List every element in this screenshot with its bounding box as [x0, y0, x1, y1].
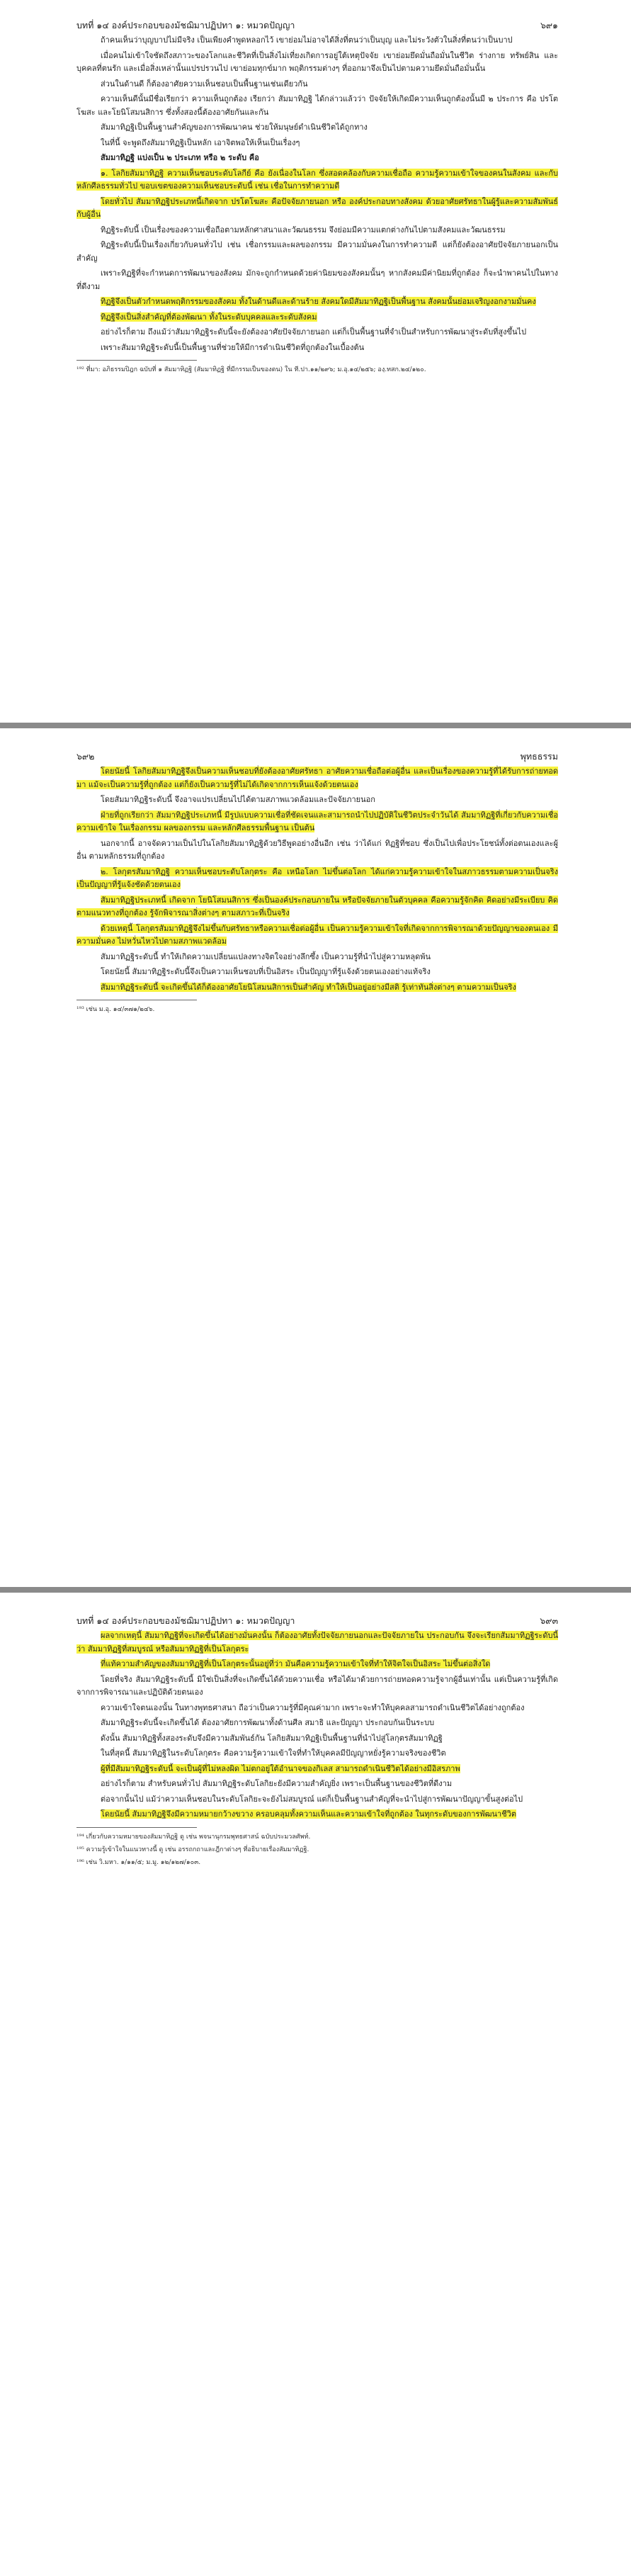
- document-page-1: [0, 0, 631, 723]
- header-title: บทที่ ๑๔ องค์ประกอบของมัชฌิมาปฏิปทา ๑: หมวดปัญญา: [76, 1615, 295, 1626]
- paragraph: ในที่สุดนี้ สัมมาทิฏฐิในระดับโลกุตระ คือความรู้ความเข้าใจที่ทำให้บุคคลมีปัญญาหยั่งรู้ความจริงของชีวิต: [101, 1749, 446, 1758]
- paragraph: [76, 894, 558, 920]
- page-body: [76, 765, 558, 994]
- highlighted-text: โดยนัยนี้ โลกิยสัมมาทิฏฐิจึงเป็นความเห็นชอบที่ยังต้องอาศัยศรัทธา อาศัยความเชื่อถือต่อผู้อื่น และเป็นเรื่องของความรู้ที่ได้รับการถ่ายทอดมา แม้จะเป็นความรู้ที่ถูกต้อง แต่ก็ยังเป็นความรู้ที่ไม่ได้เกิดจากการเห็นแจ้งด้วยตนเอง: [76, 767, 558, 789]
- highlighted-text: ฝ่ายที่ถูกเรียกว่า สัมมาทิฏฐิประเภทนี้ มีรูปแบบความเชื่อที่ชัดเจนและสามารถนำไปปฏิบัติในชีวิตประจำวันได้ สัมมาทิฏฐิที่เกี่ยวกับความเชื่อ ความเข้าใจ ในเรื่องกรรม ผลของกรรม และหลักศีลธรรมพื้นฐาน เป็นต้น: [76, 810, 558, 832]
- page-separator: [0, 723, 631, 728]
- highlighted-text: โดยทั่วไป สัมมาทิฏฐิประเภทนี้เกิดจาก ปรโตโฆสะ คือปัจจัยภายนอก หรือ องค์ประกอบทางสังคม ด้วยอาศัยศรัทธาในผู้รู้และความสัมพันธ์กับผู้อื่น: [76, 196, 558, 219]
- page-header: [76, 750, 558, 765]
- section-heading: สัมมาทิฏฐิ แบ่งเป็น ๒ ประเภท หรือ ๒ ระดับ คือ: [101, 153, 259, 162]
- paragraph: [76, 981, 558, 995]
- paragraph: ในที่นี้ จะพูดถึงสัมมาทิฏฐิเป็นหลัก เอาจิตพอให้เห็นเป็นเรื่องๆ: [101, 137, 300, 147]
- highlighted-text: ๑. โลกิยสัมมาทิฏฐิ ความเห็นชอบระดับโลกีย์ คือ ยังเนื่องในโลก ซึ่งสอดคล้องกับความเชื่อถือ ความรู้ความเข้าใจของคนในสังคม และกับหลักศีลธรรมทั่วไป ขอบเขตของความเห็นชอบระดับนี้ เช่น เชื่อในการทำความดี: [76, 168, 558, 191]
- paragraph: ทิฏฐิระดับนี้เป็นเรื่องเกี่ยวกับคนทั่วไป เช่น เชื่อกรรมและผลของกรรม มีความมั่นคงในการทำความดี แต่ก็ยังต้องอาศัยปัจจัยภายนอกเป็นสำคัญ: [76, 240, 558, 263]
- document-page-2: [0, 728, 631, 1587]
- paragraph: เพราะสัมมาทิฏฐิระดับนี้เป็นพื้นฐานที่ช่วยให้มีการดำเนินชีวิตที่ถูกต้องในเบื้องต้น: [101, 342, 365, 352]
- paragraph: สัมมาทิฏฐิระดับนี้จะเกิดขึ้นได้ ต้องอาศัยการพัฒนาทั้งด้านศีล สมาธิ และปัญญา ประกอบกันเป็นระบบ: [101, 1718, 435, 1727]
- paragraph: ดังนั้น สัมมาทิฏฐิทั้งสองระดับจึงมีความสัมพันธ์กัน โลกิยสัมมาทิฏฐิเป็นพื้นฐานที่นำไปสู่โลกุตรสัมมาทิฏฐิ: [101, 1733, 443, 1743]
- paragraph: อย่างไรก็ตาม ถึงแม้ว่าสัมมาทิฏฐิระดับนี้จะยังต้องอาศัยปัจจัยภายนอก แต่ก็เป็นพื้นฐานที่จำเป็นสำหรับการพัฒนาสู่ระดับที่สูงขึ้นไป: [101, 327, 527, 337]
- paragraph: ความเห็นดีนั้นมีชื่อเรียกว่า ความเห็นถูกต้อง เรียกว่า สัมมาทิฏฐิ ได้กล่าวแล้วว่า ปัจจัยให้เกิดมีความเห็นถูกต้องนั้นมี ๒ ประการ คือ ปรโตโฆสะ และโยนิโสมนสิการ ซึ่งทั้งสองนี้ต้องอาศัยกันและกัน: [76, 94, 558, 117]
- paragraph: โดยนัยนี้ สัมมาทิฏฐิระดับนี้จึงเป็นความเห็นชอบที่เป็นอิสระ เป็นปัญญาที่รู้แจ้งด้วยตนเองอย่างแท้จริง: [101, 967, 431, 976]
- paragraph: ส่วนในด้านดี ก็ต้องอาศัยความเห็นชอบเป็นพื้นฐานเช่นเดียวกัน: [101, 79, 308, 89]
- highlighted-text: ทิฏฐิจึงเป็นตัวกำหนดพฤติกรรมของสังคม ทั้งในด้านดีและด้านร้าย สังคมใดมีสัมมาทิฏฐิเป็นพื้นฐาน สังคมนั้นย่อมเจริญงอกงามมั่นคง: [101, 297, 536, 306]
- page-header: [76, 1614, 558, 1629]
- paragraph: [76, 809, 558, 835]
- highlighted-text: ด้วยเหตุนี้ โลกุตรสัมมาทิฏฐิจึงไม่ขึ้นกับศรัทธาหรือความเชื่อต่อผู้อื่น เป็นความรู้ความเข้าใจที่เกิดจากการพิจารณาด้วยปัญญาของตนเอง มีความมั่นคง ไม่หวั่นไหวไปตามสภาพแวดล้อม: [76, 923, 558, 946]
- highlighted-text: ๒. โลกุตรสัมมาทิฏฐิ ความเห็นชอบระดับโลกุตระ คือ เหนือโลก ไม่ขึ้นต่อโลก ได้แก่ความรู้ความเข้าใจในสภาวธรรมตามความเป็นจริง เป็นปัญญาที่รู้แจ้งชัดด้วยตนเอง: [76, 866, 558, 889]
- paragraph: ความเข้าใจตนเองนั้น ในทางพุทธศาสนา ถือว่าเป็นความรู้ที่มีคุณค่ามาก เพราะจะทำให้บุคคลสามารถดำเนินชีวิตได้อย่างถูกต้อง: [101, 1702, 525, 1712]
- paragraph: ถ้าคนเห็นว่าบุญบาปไม่มีจริง เป็นเพียงคำพูดหลอกไว้ เขาย่อมไม่อาจได้สิ่งที่ตนว่าเป็นบุญ และไม่ระวังตัวในสิ่งที่ตนว่าเป็นบาป: [101, 35, 513, 45]
- paragraph: [76, 311, 558, 324]
- paragraph: [76, 1763, 558, 1776]
- paragraph: [76, 765, 558, 791]
- page-header: [76, 18, 558, 34]
- page-body: [76, 34, 558, 354]
- paragraph: นอกจากนี้ อาจจัดความเป็นไปในโลกิยสัมมาทิฏฐิด้วยวิธีพูดอย่างอื่นอีก เช่น ว่าได้แก่ ทิฏฐิที่ชอบ ซึ่งเป็นไปเพื่อประโยชน์ทั้งต่อตนเองและผู้อื่น ตามหลักธรรมที่ถูกต้อง: [76, 838, 558, 861]
- highlighted-text: สัมมาทิฏฐิประเภทนี้ เกิดจาก โยนิโสมนสิการ ซึ่งเป็นองค์ประกอบภายใน หรือปัจจัยภายในตัวบุคคล คือความรู้จักคิด คิดอย่างมีระเบียบ คิดตามแนวทางที่ถูกต้อง รู้จักพิจารณาสิ่งต่างๆ ตามสภาวะที่เป็นจริง: [76, 895, 558, 917]
- paragraph: สัมมาทิฏฐิเป็นพื้นฐานสำคัญของการพัฒนาคน ช่วยให้มนุษย์ดำเนินชีวิตได้ถูกทาง: [101, 123, 368, 132]
- document-page-3: [0, 1593, 631, 2576]
- footnote: ¹⁹⁴ เกี่ยวกับความหมายของสัมมาทิฏฐิ ดู เช่น พจนานุกรมพุทธศาสน์ ฉบับประมวลศัพท์.: [76, 1833, 311, 1841]
- header-title: บทที่ ๑๔ องค์ประกอบของมัชฌิมาปฏิปทา ๑: หมวดปัญญา: [76, 20, 295, 30]
- page-number: ๖๙๑: [540, 20, 558, 30]
- highlighted-text: ผู้ที่มีสัมมาทิฏฐิระดับนี้ จะเป็นผู้ที่ไม่หลงผิด ไม่ตกอยู่ใต้อำนาจของกิเลส สามารถดำเนินชีวิตได้อย่างมีอิสรภาพ: [101, 1763, 460, 1773]
- paragraph: [76, 167, 558, 193]
- footnote: ¹⁹² ที่มา: อภิธรรมปิฎก ฉบับที่ ๑ สัมมาทิฏฐิ (สัมมาทิฏฐิ ที่มีกรรมเป็นของตน) ใน ที.ปา.๑๑/๒๙๖; ม.อุ.๑๔/๒๕๖; องฺ.ทสก.๒๔/๑๒๐.: [76, 366, 426, 373]
- paragraph: อย่างไรก็ตาม สำหรับคนทั่วไป สัมมาทิฏฐิระดับโลกิยะยังมีความสำคัญยิ่ง เพราะเป็นพื้นฐานของชีวิตที่ดีงาม: [101, 1779, 453, 1788]
- header-title: พุทธธรรม: [520, 751, 558, 762]
- highlighted-text: ผลจากเหตุนี้ สัมมาทิฏฐิที่จะเกิดขึ้นได้อย่างมั่นคงนั้น ก็ต้องอาศัยทั้งปัจจัยภายนอกและปัจจัยภายใน ประกอบกัน จึงจะเรียกสัมมาทิฏฐิระดับนี้ว่า สัมมาทิฏฐิที่สมบูรณ์ หรือสัมมาทิฏฐิที่เป็นโลกุตระ: [76, 1631, 558, 1654]
- page-separator: [0, 1587, 631, 1593]
- paragraph: [76, 1658, 558, 1671]
- paragraph: ทิฏฐิระดับนี้ เป็นเรื่องของความเชื่อถือตามหลักศาสนาและวัฒนธรรม จึงย่อมมีความแตกต่างกันไปตามสังคมและวัฒนธรรม: [101, 225, 506, 235]
- paragraph: [76, 152, 558, 165]
- paragraph: เพราะทิฏฐิที่จะกำหนดการพัฒนาของสังคม มักจะถูกกำหนดด้วยค่านิยมของสังคมนั้นๆ หากสังคมมีค่านิยมที่ถูกต้อง ก็จะนำพาคนไปในทางที่ดีงาม: [76, 269, 558, 291]
- paragraph: โดยที่จริง สัมมาทิฏฐิระดับนี้ มิใช่เป็นสิ่งที่จะเกิดขึ้นได้ด้วยความเชื่อ หรือได้มาด้วยการถ่ายทอดความรู้จากผู้อื่นเท่านั้น แต่เป็นความรู้ที่เกิดจากการพิจารณาและปฏิบัติด้วยตนเอง: [76, 1674, 558, 1697]
- highlighted-text: โดยนัยนี้ สัมมาทิฏฐิจึงมีความหมายกว้างขวาง ครอบคลุมทั้งความเห็นและความเข้าใจที่ถูกต้อง ในทุกระดับของการพัฒนาชีวิต: [101, 1809, 516, 1819]
- page-number: ๖๙๒: [76, 751, 95, 762]
- paragraph: ต่อจากนั้นไป แม้ว่าความเห็นชอบในระดับโลกิยะจะยังไม่สมบูรณ์ แต่ก็เป็นพื้นฐานสำคัญที่จะนำไปสู่การพัฒนาปัญญาขั้นสูงต่อไป: [101, 1794, 523, 1804]
- footnote: ¹⁹⁶ เช่น วิ.มหา. ๑/๑๑/๕; ม.มู. ๑๒/๑๒๗/๑๐๓.: [76, 1858, 201, 1866]
- paragraph: [76, 866, 558, 892]
- footnote: ¹⁹⁵ ความรู้เข้าใจในแนวทางนี้ ดู เช่น อรรถกถาและฎีกาต่างๆ ที่อธิบายเรื่องสัมมาทิฏฐิ.: [76, 1846, 309, 1853]
- footnote-divider: [76, 1827, 197, 1828]
- footnote-divider: [76, 360, 197, 361]
- highlighted-text: สัมมาทิฏฐิระดับนี้ จะเกิดขึ้นได้ก็ต้องอาศัยโยนิโสมนสิการเป็นสำคัญ ทำให้เป็นอยู่อย่างมีสติ รู้เท่าทันสิ่งต่างๆ ตามความเป็นจริง: [101, 982, 516, 992]
- footnote: ¹⁹³ เช่น ม.อุ. ๑๔/๓๗๑/๒๔๖.: [76, 1006, 155, 1013]
- highlighted-text: ทิฏฐิจึงเป็นสิ่งสำคัญที่ต้องพัฒนา ทั้งในระดับบุคคลและระดับสังคม: [101, 312, 317, 322]
- paragraph: โดยสัมมาทิฏฐิระดับนี้ จึงอาจแปรเปลี่ยนไปได้ตามสภาพแวดล้อมและปัจจัยภายนอก: [101, 795, 375, 804]
- paragraph: [76, 922, 558, 949]
- paragraph: [76, 196, 558, 222]
- paragraph: เมื่อคนไม่เข้าใจชัดถึงสภาวะของโลกและชีวิตที่เป็นสิ่งไม่เที่ยงเกิดการอยู่ใต้เหตุปัจจัย เขาย่อมยึดมั่นถือมั่นในชีวิต ร่างกาย ทรัพย์สิน และบุคคลที่ตนรัก และเมื่อสิ่งเหล่านั้นแปรปรวนไป เขาย่อมทุกข์มาก พฤติกรรมต่างๆ ที่ออกมาจึงเป็นไปตามความยึดมั่นถือมั่นนั้น: [76, 50, 558, 73]
- paragraph: สัมมาทิฏฐิระดับนี้ ทำให้เกิดความเปลี่ยนแปลงทางจิตใจอย่างลึกซึ้ง เป็นความรู้ที่นำไปสู่ความหลุดพ้น: [101, 951, 431, 961]
- paragraph: [76, 1808, 558, 1821]
- highlighted-text: ที่แท้ความสำคัญของสัมมาทิฏฐิที่เป็นโลกุตระนั้นอยู่ที่ว่า มันคือความรู้ความเข้าใจที่ทำให้จิตใจเป็นอิสระ ไม่ขึ้นต่อสิ่งใด: [101, 1659, 491, 1668]
- page-body: [76, 1629, 558, 1821]
- paragraph: [76, 1629, 558, 1656]
- paragraph: [76, 295, 558, 309]
- page-number: ๖๙๓: [540, 1615, 558, 1626]
